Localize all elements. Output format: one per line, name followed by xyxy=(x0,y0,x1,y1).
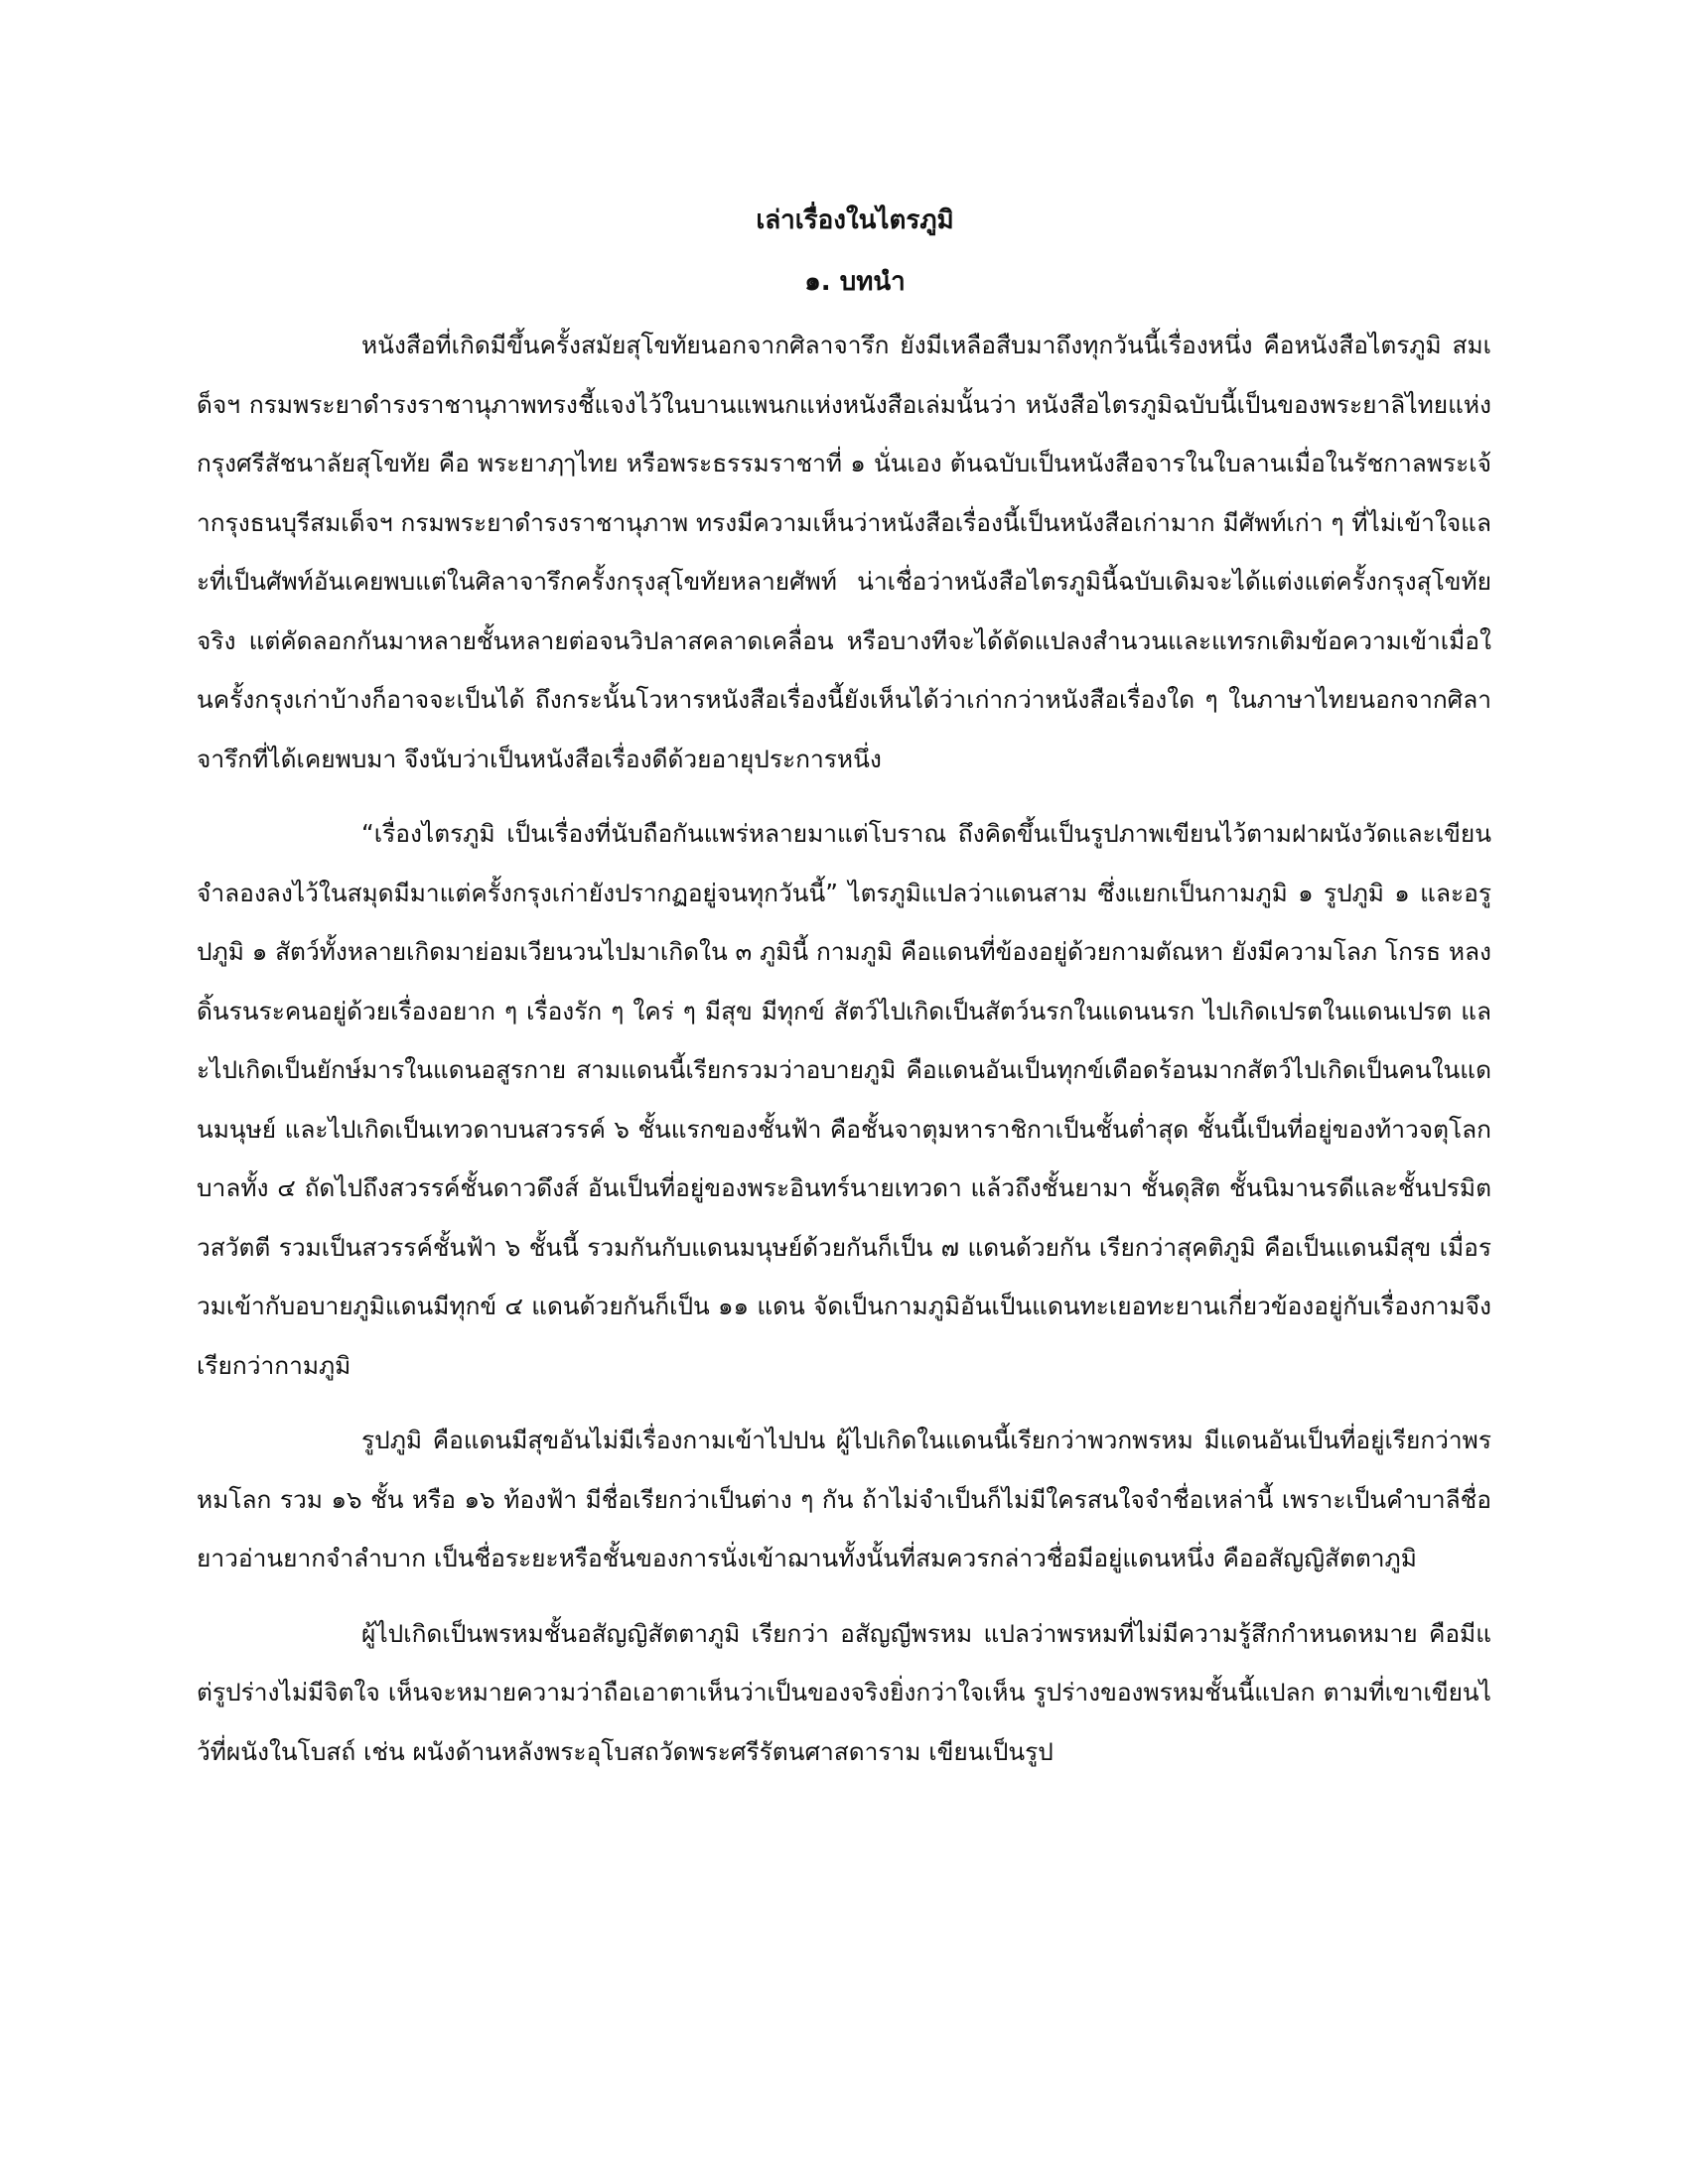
paragraph-2: “เรื่องไตรภูมิ เป็นเรื่องที่นับถือกันแพร่หลายมาแต่โบราณ ถึงคิดขึ้นเป็นรูปภาพเขียนไว้ตามฝาผนังวัดและเขียนจำลองลงไว้ในสมุดมีมาแต่ครั้งกรุงเก่ายังปรากฏอยู่จนทุกวันนี้” ไตรภูมิแปลว่าแดนสาม ซึ่งแยกเป็นกามภูมิ ๑ รูปภูมิ ๑ และอรูปภูมิ ๑ สัตว์ทั้งหลายเกิดมาย่อมเวียนวนไปมาเกิดใน ๓ ภูมินี้ กามภูมิ คือแดนที่ข้องอยู่ด้วยกามตัณหา ยังมีความโลภ โกรธ หลง ดิ้นรนระคนอยู่ด้วยเรื่องอยาก ๆ เรื่องรัก ๆ ใคร่ ๆ มีสุข มีทุกข์ สัตว์ไปเกิดเป็นสัตว์นรกในแดนนรก ไปเกิดเปรตในแดนเปรต และไปเกิดเป็นยักษ์มารในแดนอสูรกาย สามแดนนี้เรียกรวมว่าอบายภูมิ คือแดนอันเป็นทุกข์เดือดร้อนมากสัตว์ไปเกิดเป็นคนในแดนมนุษย์ และไปเกิดเป็นเทวดาบนสวรรค์ ๖ ชั้นแรกของชั้นฟ้า คือชั้นจาตุมหาราชิกาเป็นชั้นต่ำสุด ชั้นนี้เป็นที่อยู่ของท้าวจตุโลกบาลทั้ง ๔ ถัดไปถึงสวรรค์ชั้นดาวดึงส์ อันเป็นที่อยู่ของพระอินทร์นายเทวดา แล้วถึงชั้นยามา ชั้นดุสิต ชั้นนิมานรดีและชั้นปรมิตวสวัตตี รวมเป็นสวรรค์ชั้นฟ้า ๖ ชั้นนี้ รวมกันกับแดนมนุษย์ด้วยกันก็เป็น ๗ แดนด้วยกัน เรียกว่าสุคติภูมิ คือเป็นแดนมีสุข เมื่อรวมเข้ากับอบายภูมิแดนมีทุกข์ ๔ แดนด้วยกันก็เป็น ๑๑ แดน จัดเป็นกามภูมิอันเป็นแดนทะเยอทะยานเกี่ยวข้องอยู่กับเรื่องกามจึงเรียกว่ากามภูมิ xyxy=(197,819,1491,1380)
paragraph-1: หนังสือที่เกิดมีขึ้นครั้งสมัยสุโขทัยนอกจากศิลาจารึก ยังมีเหลือสืบมาถึงทุกวันนี้เรื่องหนึ่ง คือหนังสือไตรภูมิ สมเด็จฯ กรมพระยาดำรงราชานุภาพทรงชี้แจงไว้ในบานแพนกแห่งหนังสือเล่มนั้นว่า หนังสือไตรภูมิฉบับนี้เป็นของพระยาลิไทยแห่งกรุงศรีสัชนาลัยสุโขทัย คือ พระยาฦๅไทย หรือพระธรรมราชาที่ ๑ นั่นเอง ต้นฉบับเป็นหนังสือจารในใบลานเมื่อในรัชกาลพระเจ้ากรุงธนบุรีสมเด็จฯ กรมพระยาดำรงราชานุภาพ ทรงมีความเห็นว่าหนังสือเรื่องนี้เป็นหนังสือเก่ามาก มีศัพท์เก่า ๆ ที่ไม่เข้าใจและที่เป็นศัพท์อันเคยพบแต่ในศิลาจารึกครั้งกรุงสุโขทัยหลายศัพท์ น่าเชื่อว่าหนังสือไตรภูมินี้ฉบับเดิมจะได้แต่งแต่ครั้งกรุงสุโขทัยจริง แต่คัดลอกกันมาหลายชั้นหลายต่อจนวิปลาสคลาดเคลื่อน หรือบางทีจะได้ดัดแปลงสำนวนและแทรกเติมข้อความเข้าเมื่อในครั้งกรุงเก่าบ้างก็อาจจะเป็นได้ ถึงกระนั้นโวหารหนังสือเรื่องนี้ยังเห็นได้ว่าเก่ากว่าหนังสือเรื่องใด ๆ ในภาษาไทยนอกจากศิลาจารึกที่ได้เคยพบมา จึงนับว่าเป็นหนังสือเรื่องดีด้วยอายุประการหนึ่ง xyxy=(197,331,1491,773)
document-title: เล่าเรื่องในไตรภูมิ xyxy=(756,205,954,235)
paragraph-3: รูปภูมิ คือแดนมีสุขอันไม่มีเรื่องกามเข้าไปปน ผู้ไปเกิดในแดนนี้เรียกว่าพวกพรหม มีแดนอันเป็นที่อยู่เรียกว่าพรหมโลก รวม ๑๖ ชั้น หรือ ๑๖ ท้องฟ้า มีชื่อเรียกว่าเป็นต่าง ๆ กัน ถ้าไม่จำเป็นก็ไม่มีใครสนใจจำชื่อเหล่านี้ เพราะเป็นคำบาลีชื่อยาวอ่านยากจำลำบาก เป็นชื่อระยะหรือชั้นของการนั่งเข้าฌานทั้งนั้นที่สมควรกล่าวชื่อมีอยู่แดนหนึ่ง คืออสัญญิสัตตาภูมิ xyxy=(197,1426,1491,1572)
document-page xyxy=(197,195,1491,1797)
paragraph-4: ผู้ไปเกิดเป็นพรหมชั้นอสัญญิสัตตาภูมิ เรียกว่า อสัญญีพรหม แปลว่าพรหมที่ไม่มีความรู้สึกกำหนดหมาย คือมีแต่รูปร่างไม่มีจิตใจ เห็นจะหมายความว่าถือเอาตาเห็นว่าเป็นของจริงยิ่งกว่าใจเห็น รูปร่างของพรหมชั้นนี้แปลก ตามที่เขาเขียนไว้ที่ผนังในโบสถ์ เช่น ผนังด้านหลังพระอุโบสถวัดพระศรีรัตนศาสดาราม เขียนเป็นรูป xyxy=(197,1618,1491,1766)
section-title: ๑. บทนำ xyxy=(804,267,906,297)
